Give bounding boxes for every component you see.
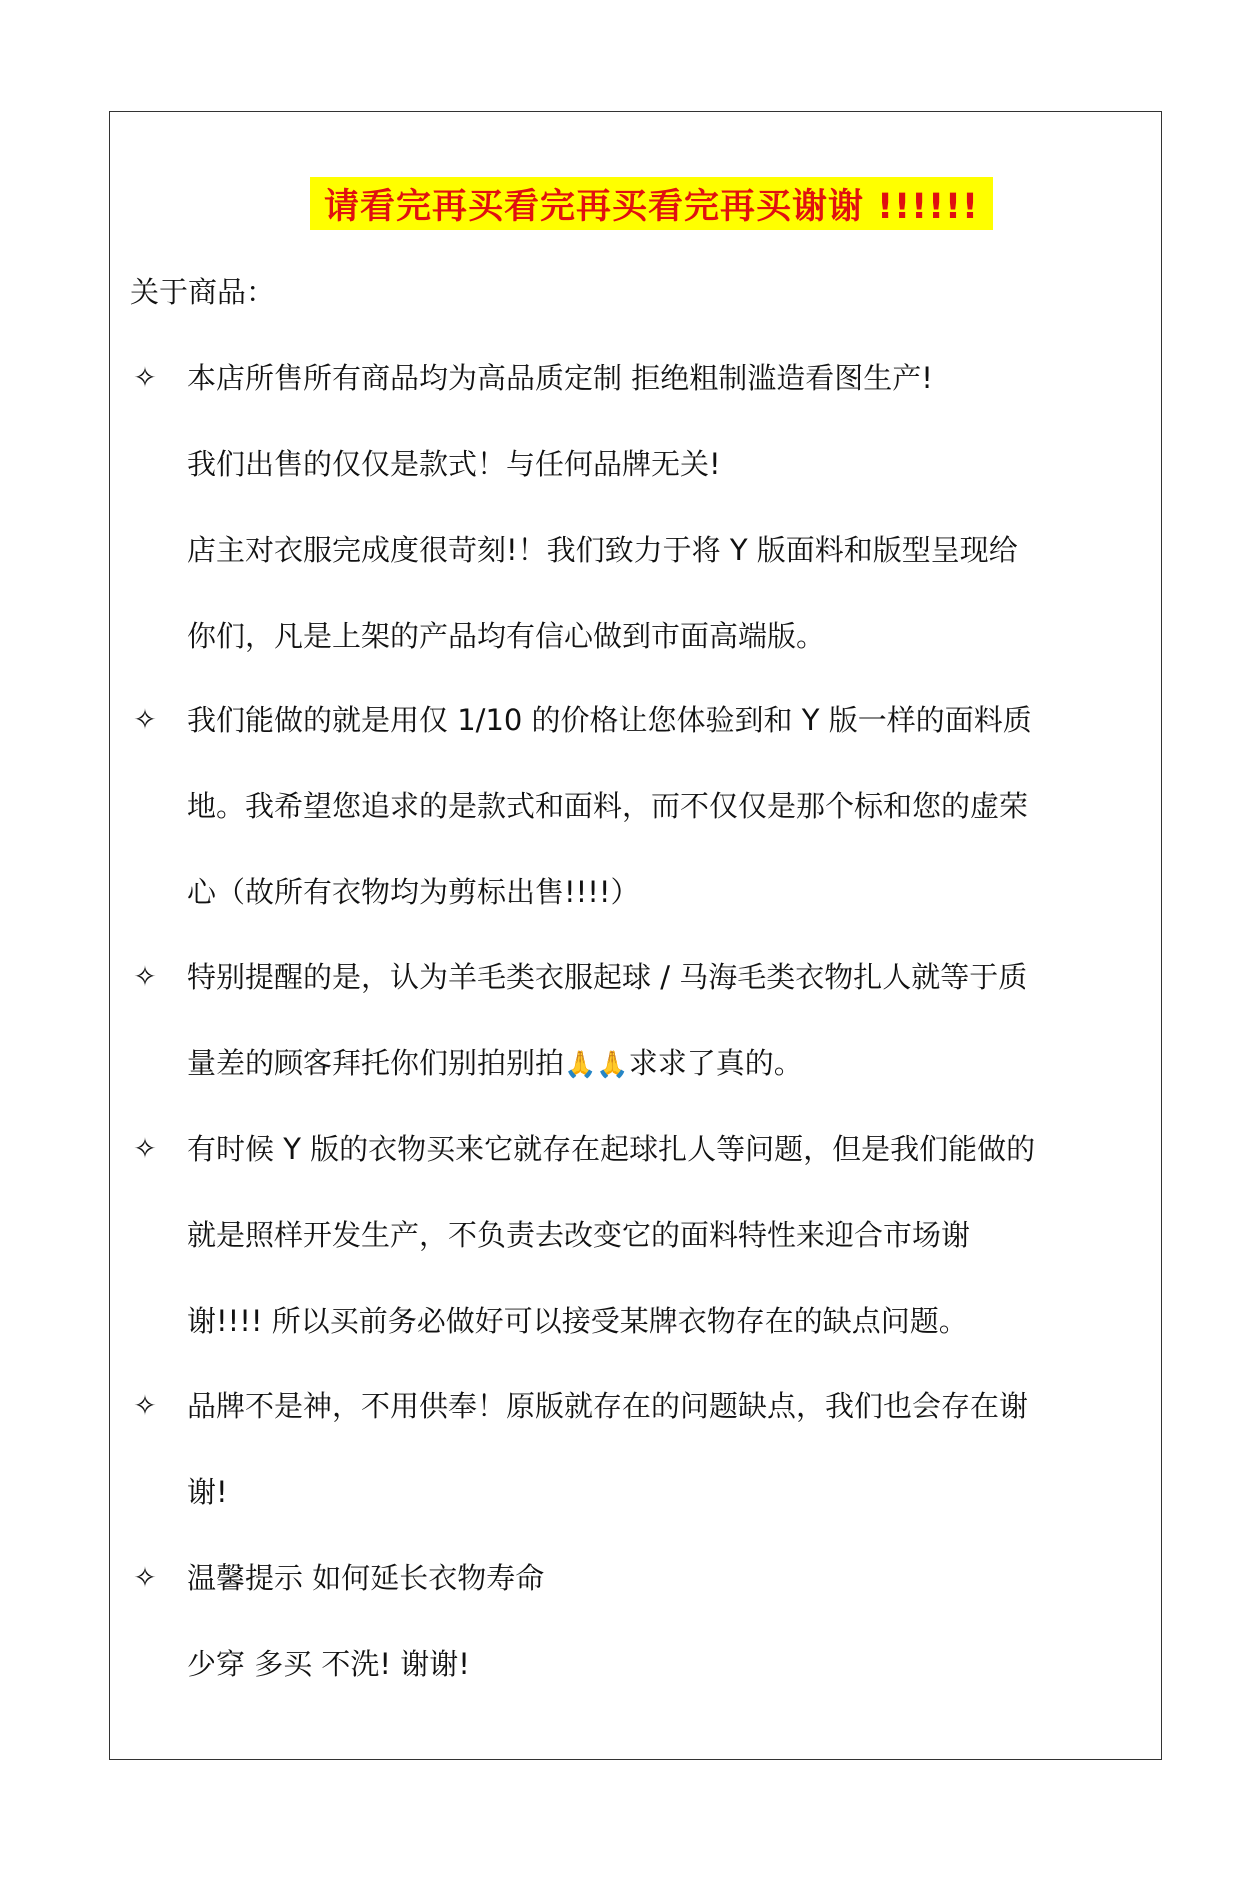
paragraph-line: 我们出售的仅仅是款式！与任何品牌无关!	[187, 447, 721, 481]
praying-hands-icon: 🙏🙏	[564, 1050, 629, 1080]
paragraph-text: 求求了真的。	[628, 1046, 803, 1080]
paragraph-line: 我们能做的就是用仅 1/10 的价格让您体验到和 Y 版一样的面料质	[187, 703, 1032, 737]
paragraph-line: 你们，凡是上架的产品均有信心做到市面高端版。	[187, 619, 826, 653]
paragraph-line: 地。我希望您追求的是款式和面料，而不仅仅是那个标和您的虚荣	[187, 789, 1029, 823]
paragraph-line: 谢!!!! 所以买前务必做好可以接受某牌衣物存在的缺点问题。	[187, 1304, 968, 1338]
paragraph-line	[187, 1041, 1147, 1087]
paragraph-line: 谢!	[187, 1475, 228, 1509]
paragraph-line: 温馨提示 如何延长衣物寿命	[187, 1561, 545, 1595]
section-heading: 关于商品：	[130, 275, 276, 309]
paragraph-line: 心（故所有衣物均为剪标出售!!!!）	[187, 875, 640, 909]
four-point-star-icon: ✧	[133, 1389, 157, 1422]
four-point-star-icon: ✧	[133, 703, 157, 736]
four-point-star-icon: ✧	[133, 960, 157, 993]
paragraph-text: 量差的顾客拜托你们别拍别拍	[187, 1046, 565, 1080]
warning-banner: 请看完再买看完再买看完再买谢谢 !!!!!!	[310, 177, 993, 230]
paragraph-line: 少穿 多买 不洗! 谢谢!	[187, 1647, 470, 1681]
four-point-star-icon: ✧	[133, 361, 157, 394]
paragraph-line: 品牌不是神，不用供奉！原版就存在的问题缺点，我们也会存在谢	[187, 1389, 1029, 1423]
four-point-star-icon: ✧	[133, 1132, 157, 1165]
paragraph-line: 有时候 Y 版的衣物买来它就存在起球扎人等问题，但是我们能做的	[187, 1132, 1036, 1166]
paragraph-line: 特别提醒的是，认为羊毛类衣服起球 / 马海毛类衣物扎人就等于质	[187, 960, 1028, 994]
paragraph-line: 就是照样开发生产，不负责去改变它的面料特性来迎合市场谢	[187, 1218, 971, 1252]
paragraph-line: 店主对衣服完成度很苛刻!！我们致力于将 Y 版面料和版型呈现给	[187, 533, 1018, 567]
paragraph-line: 本店所售所有商品均为高品质定制 拒绝粗制滥造看图生产!	[187, 361, 933, 395]
four-point-star-icon: ✧	[133, 1561, 157, 1594]
